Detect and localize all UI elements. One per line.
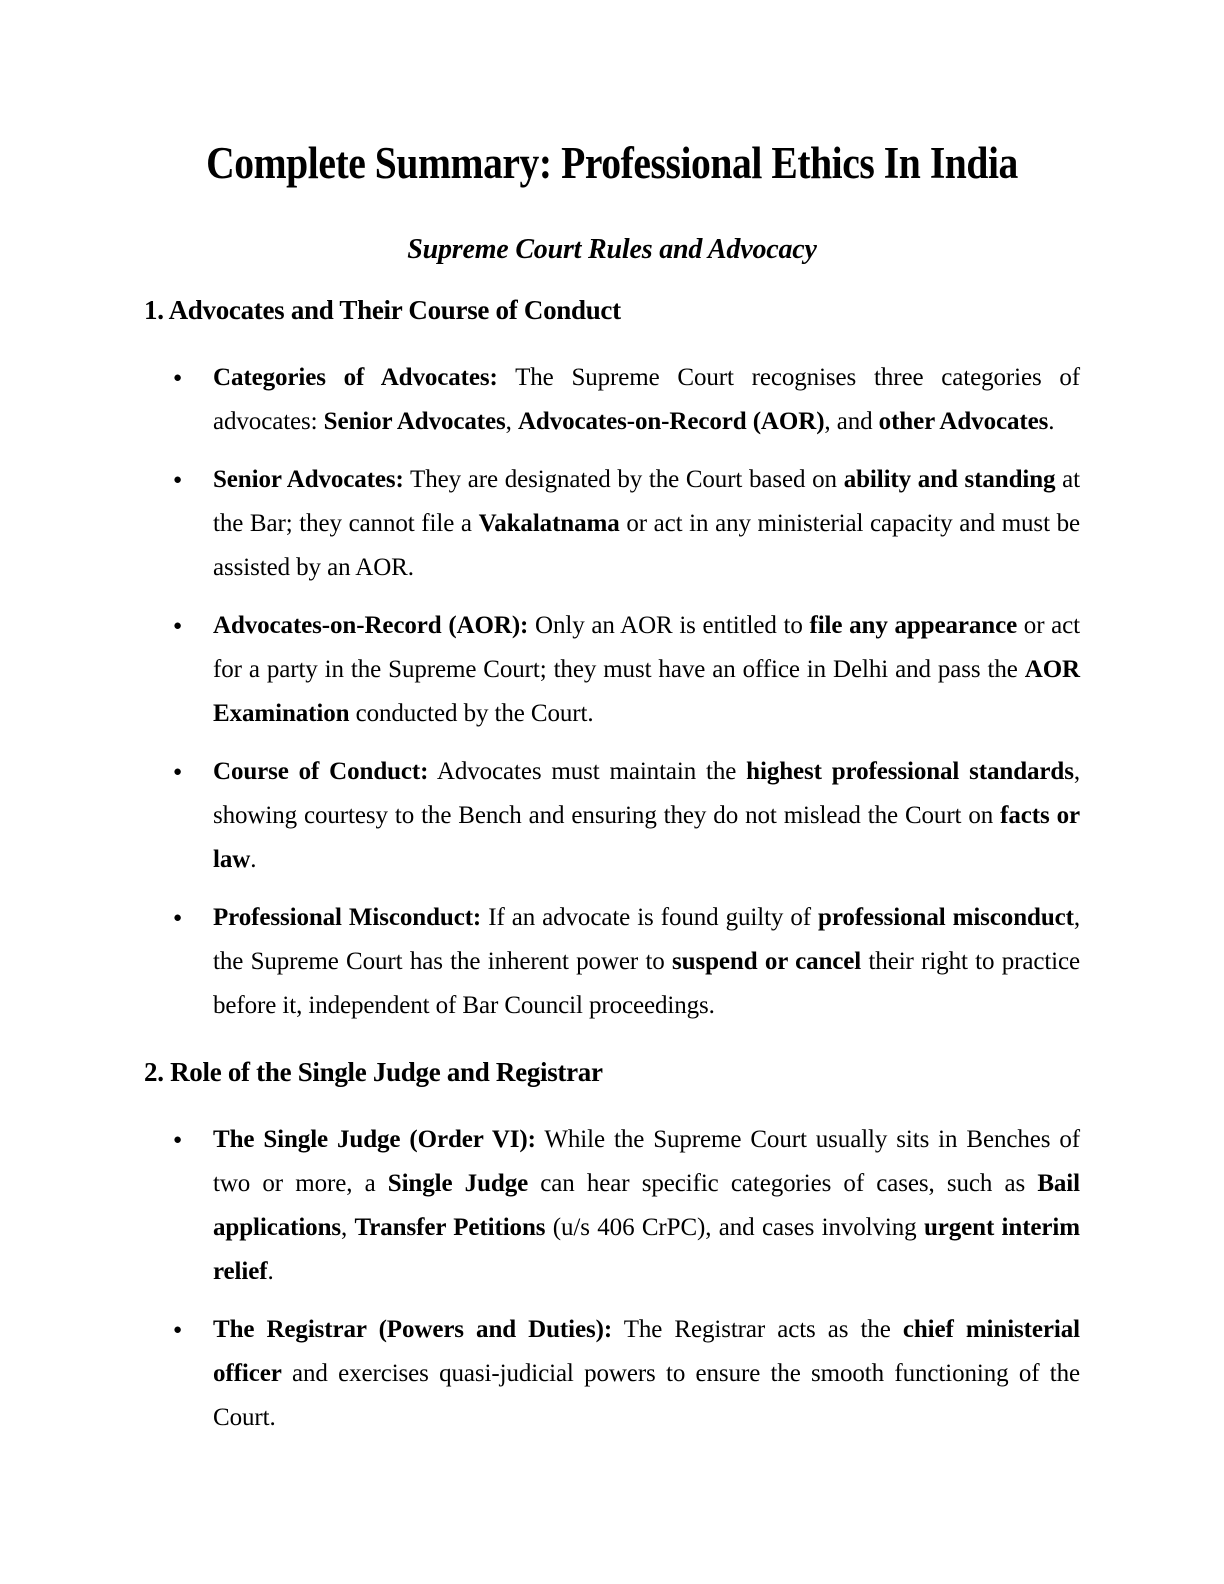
bullet-icon: ●	[173, 471, 183, 488]
section-heading: 1. Advocates and Their Course of Conduct	[144, 295, 621, 325]
list-item	[144, 750, 1080, 882]
section-heading: 2. Role of the Single Judge and Registrar	[144, 1056, 603, 1087]
bullet-icon: ●	[173, 369, 183, 386]
bullet-list	[144, 1118, 1080, 1440]
bullet-text: Course of Conduct: Advocates must maintain the highest professional standards, showing courtesy to the Bench and ensuring they do not mislead the Court on facts or law.	[213, 757, 1081, 873]
bullet-text: Categories of Advocates: The Supreme Court recognises three categories of advocates: Senior Advocates, Advocates-on-Record (AOR), and other Advocates.	[213, 363, 1081, 435]
section-2	[144, 1056, 1080, 1440]
bullet-text: Advocates-on-Record (AOR): Only an AOR is entitled to file any appearance or act for a party in the Supreme Court; they must have an office in Delhi and pass the AOR Examination conducted by the Court.	[213, 611, 1081, 727]
list-item	[144, 1308, 1080, 1440]
bullet-text: Professional Misconduct: If an advocate is found guilty of professional misconduct, the Supreme Court has the inherent power to suspend or cancel their right to practice before it, independent of Bar Council proceedings.	[213, 903, 1081, 1019]
bullet-icon: ●	[173, 1321, 183, 1338]
bullet-list	[144, 356, 1080, 1028]
bullet-icon: ●	[173, 909, 183, 926]
bullet-text: Senior Advocates: They are designated by the Court based on ability and standing at the Bar; they cannot file a Vakalatnama or act in any ministerial capacity and must be assisted by an AOR.	[213, 465, 1081, 581]
bullet-text: The Single Judge (Order VI): While the Supreme Court usually sits in Benches of two or more, a Single Judge can hear specific categories of cases, such as Bail applications, Transfer Petitions (u/s 406 CrPC), and cases involving urgent interim relief.	[213, 1125, 1081, 1285]
bullet-icon: ●	[173, 763, 183, 780]
bullet-icon: ●	[173, 1131, 183, 1148]
list-item	[144, 1118, 1080, 1294]
page-title: Complete Summary: Professional Ethics In India	[206, 138, 1018, 188]
page-subtitle: Supreme Court Rules and Advocacy	[407, 234, 817, 265]
list-item	[144, 604, 1080, 736]
list-item	[144, 458, 1080, 590]
bullet-text: The Registrar (Powers and Duties): The Registrar acts as the chief ministerial officer and exercises quasi-judicial powers to ensure the smooth functioning of the Court.	[213, 1315, 1080, 1431]
bullet-icon: ●	[173, 617, 183, 634]
list-item	[144, 356, 1080, 444]
list-item	[144, 896, 1080, 1028]
section-1	[144, 294, 1080, 1028]
